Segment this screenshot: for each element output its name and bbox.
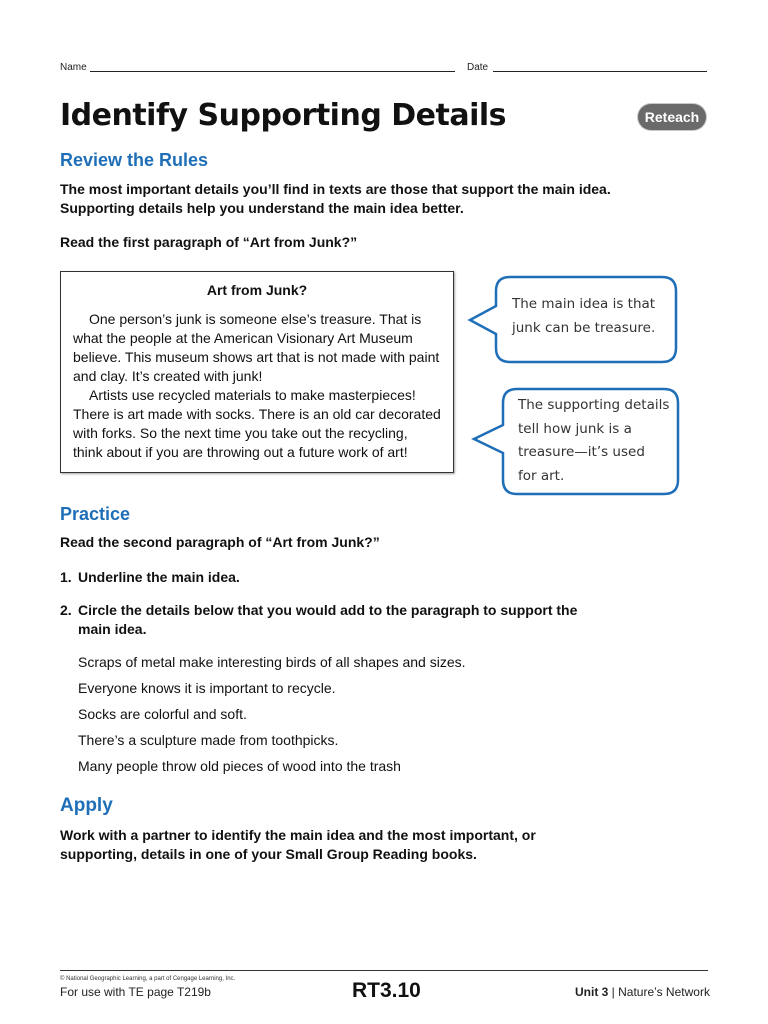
callout-supporting-text: [518, 394, 669, 488]
callout-line: treasure—it’s used: [518, 444, 645, 460]
question-text: Circle the details below that you would add to the paragraph to support the main idea.: [78, 602, 578, 637]
callout-line: tell how junk is a: [518, 420, 632, 437]
practice-instruction: Read the second paragraph of “Art from Junk?”: [60, 534, 380, 550]
callout-line: for art.: [518, 467, 565, 484]
review-instruction: Read the first paragraph of “Art from Junk?”: [60, 234, 358, 250]
apply-heading: Apply: [60, 795, 113, 816]
choice-item[interactable]: There’s a sculpture made from toothpicks.: [78, 732, 339, 748]
te-page-note: For use with TE page T219b: [60, 985, 211, 999]
review-heading: Review the Rules: [60, 150, 209, 170]
reteach-badge: Reteach: [638, 104, 706, 130]
name-label: Name: [60, 62, 87, 73]
rule-text: The most important details you’ll find in texts are those that support the main idea. Supporting details help you understand the main idea better.: [60, 181, 611, 216]
choice-item[interactable]: Many people throw old pieces of wood into the trash: [78, 758, 401, 774]
date-label: Date: [467, 62, 489, 73]
passage-paragraph-2: Artists use recycled materials to make masterpieces! There is art made with socks. There is an old car decorated with forks. So the next time you take out the recycling, think about if you are throwing out a future work of art!: [73, 387, 441, 460]
choice-item[interactable]: Everyone knows it is important to recycle.: [78, 680, 336, 696]
choice-item[interactable]: Scraps of metal make interesting birds of all shapes and sizes.: [78, 654, 466, 670]
practice-heading: Practice: [60, 504, 131, 524]
callout-main-idea-text: [512, 293, 655, 340]
page-code: RT3.10: [352, 979, 421, 1002]
passage-paragraph-1: One person’s junk is someone else’s treasure. That is what the people at the American Visionary Art Museum believe. This museum shows art that is not made with paint and clay. It’s created with junk!: [73, 311, 440, 384]
apply-text: Work with a partner to identify the main idea and the most important, or supporting, details in one of your Small Group Reading books.: [60, 827, 536, 862]
choice-item[interactable]: Socks are colorful and soft.: [78, 706, 247, 722]
question-number: 1.: [60, 569, 72, 585]
passage-title: Art from Junk?: [206, 282, 308, 298]
callout-line: junk can be treasure.: [512, 319, 656, 336]
callout-line: The supporting details: [518, 397, 670, 413]
question-number: 2.: [60, 602, 72, 618]
question-text: Underline the main idea.: [78, 569, 240, 585]
unit-number: Unit 3: [575, 985, 609, 999]
footer-rule: [60, 970, 708, 971]
page-title: Identify Supporting Details: [60, 98, 506, 133]
unit-label: [575, 985, 710, 999]
callout-line: The main idea is that: [512, 296, 656, 312]
copyright: © National Geographic Learning, a part of Cengage Learning, Inc.: [60, 976, 236, 982]
unit-name: | Nature’s Network: [608, 985, 710, 999]
